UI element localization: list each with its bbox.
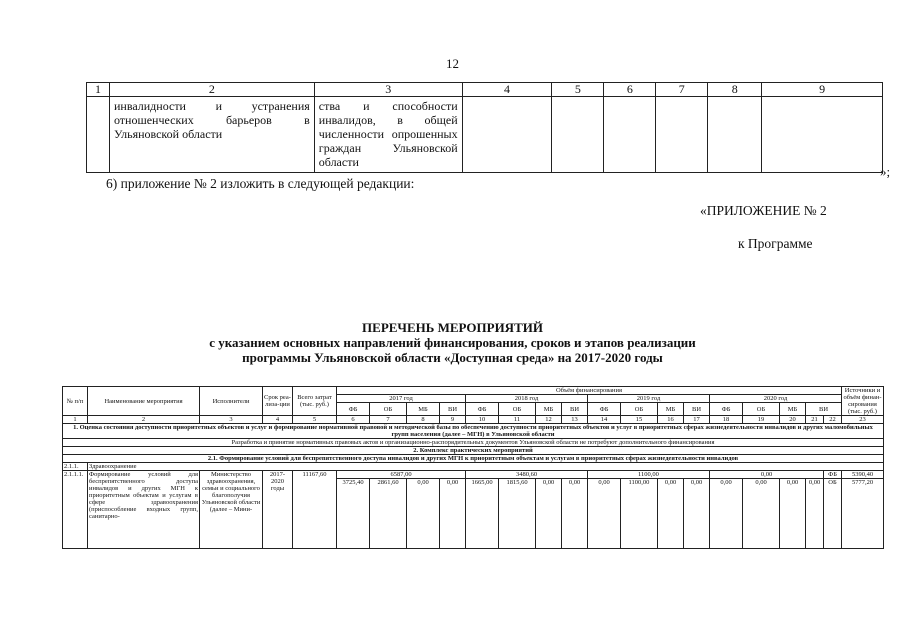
sub-vi: ВИ [562,403,588,416]
total-2018: 3480,60 [466,471,588,479]
col-number: 18 [710,416,743,424]
sub-fb: ФБ [710,403,743,416]
source-ob: ОБ [824,479,842,549]
value-cell: 0,00 [440,479,466,549]
col-number: 3 [200,416,263,424]
col-number: 14 [588,416,621,424]
document-subtitle-2: программы Ульяновской области «Доступная среда» на 2017-2020 годы [242,350,663,365]
sub-mb: МБ [780,403,806,416]
measure-executor: Министерство здравоохранения, семьи и социального благополучия Ульяновской области (далее – Мини- [200,471,263,549]
col-number: 4 [462,83,552,97]
header-row-1 [63,387,884,395]
subsection-2-1-title: 2.1. Формирование условий для беспрепятственного доступа инвалидов и других МГН к приоритетным объектам и услугам в приоритетных сферах жизнедеятельности инвалидов [63,455,884,463]
amendment-text: 6) приложение № 2 изложить в следующей редакции: [106,176,415,191]
continuation-row [87,97,883,173]
appendix-label: «ПРИЛОЖЕНИЕ № 2 [700,203,827,218]
value-cell: 0,00 [780,479,806,549]
col-number: 8 [407,416,440,424]
col-number: 2 [88,416,200,424]
col-number: 12 [536,416,562,424]
sub-vi: ВИ [440,403,466,416]
col-number: 17 [684,416,710,424]
col-number: 7 [656,83,708,97]
sub-fb: ФБ [588,403,621,416]
col-number: 5 [293,416,337,424]
col-number: 16 [658,416,684,424]
section-1-note-row [63,439,884,447]
col-number: 9 [440,416,466,424]
value-cell: 1815,60 [499,479,536,549]
sub-vi: ВИ [806,403,842,416]
total-2017: 6587,00 [337,471,466,479]
section-2-row [63,447,884,455]
header-number: № п/п [63,387,88,416]
col-number: 11 [499,416,536,424]
document-subtitle: с указанием основных направлений финансирования, сроков и этапов реализации [209,335,696,350]
continuation-table [86,82,883,173]
section-1-note: Разработка и принятие нормативных правовых актов и организационно-распорядительных документов Ульяновской области не потребуют дополнительного финансирования [63,439,884,447]
section-1-title: 1. Оценка состояния доступности приоритетных объектов и услуг и формирование нормативной правовой и методической базы по обеспечению доступности приоритетных объектов и услуг в приоритетных сферах жизнедеятельности инвалидов и других маломобильных групп населения (далее – МГН) в Ульяновской области [63,424,884,439]
header-sources: Источники и объём финан-сирования (тыс. руб.) [843,387,882,415]
source-fb-value: 5390,40 [842,471,884,479]
sub-ob: ОБ [621,403,658,416]
document-title: ПЕРЕЧЕНЬ МЕРОПРИЯТИЙ [362,320,543,335]
col-number: 20 [780,416,806,424]
subsection-2-1-1-row [63,463,884,471]
col-number: 23 [842,416,884,424]
header-executors: Исполнители [200,387,263,416]
sub-fb: ФБ [337,403,370,416]
col-number: 8 [708,83,762,97]
total-2020: 0,00 [710,471,824,479]
sub-mb: МБ [658,403,684,416]
year-2020: 2020 год [710,395,842,403]
col-number: 21 [806,416,824,424]
measure-row [63,471,884,479]
year-2017: 2017 год [337,395,466,403]
sub-vi: ВИ [684,403,710,416]
subsection-2-1-row [63,455,884,463]
value-cell: 0,00 [743,479,780,549]
col-number: 6 [337,416,370,424]
col-number: 2 [109,83,314,97]
col-number: 1 [87,83,110,97]
appendix-sub: к Программе [738,236,813,251]
sub-ob: ОБ [370,403,407,416]
measure-term: 2017-2020 годы [263,471,293,549]
sub-mb: МБ [407,403,440,416]
col-number: 9 [762,83,883,97]
header-total: Всего затрат (тыс. руб.) [293,387,337,416]
value-cell: 0,00 [684,479,710,549]
col-number: 19 [743,416,780,424]
col-number: 15 [621,416,658,424]
col-number: 13 [562,416,588,424]
value-cell: 3725,40 [337,479,370,549]
value-cell: 0,00 [806,479,824,549]
indicator-text: инвалидности и устранения отношенческих барьеров в Ульяновской области [109,97,314,173]
year-2019: 2019 год [588,395,710,403]
section-2-title: 2. Комплекс практических мероприятий [63,447,884,455]
continuation-header-row [87,83,883,97]
source-ob-value: 5777,20 [842,479,884,549]
column-numbers-row [63,416,884,424]
col-number: 5 [552,83,604,97]
subsection-2-1-1-title: Здравоохранение [88,463,884,471]
measures-table [62,386,884,549]
col-number: 10 [466,416,499,424]
value-cell: 0,00 [407,479,440,549]
col-number: 3 [314,83,462,97]
page-number: 12 [446,56,459,71]
value-cell: 0,00 [658,479,684,549]
value-cell: 0,00 [588,479,621,549]
item-number: 2.1.1. [63,463,88,471]
sub-fb: ФБ [466,403,499,416]
value-cell: 1100,00 [621,479,658,549]
section-1-row [63,424,884,439]
total-2019: 1100,00 [588,471,710,479]
value-cell: 0,00 [710,479,743,549]
col-number: 6 [604,83,656,97]
col-number: 4 [263,416,293,424]
value-cell: 2861,60 [370,479,407,549]
measure-total: 11167,60 [293,471,337,549]
value-cell: 1665,00 [466,479,499,549]
header-term: Срок реа-лиза-ции [263,387,293,416]
col-number: 22 [824,416,842,424]
header-volume: Объём финансирования [337,387,842,395]
sub-ob: ОБ [499,403,536,416]
value-cell: 0,00 [562,479,588,549]
source-fb: ФБ [824,471,842,479]
year-2018: 2018 год [466,395,588,403]
measure-name: Формирование условий для беспрепятственного доступа инвалидов и других МГН к приоритетным объектам и услугам в сфере здравоохранения (приспособление входных групп, санитарно- [88,471,200,549]
item-number: 2.1.1.1. [63,471,88,549]
sub-mb: МБ [536,403,562,416]
closing-quote: »; [880,164,891,179]
col-number: 7 [370,416,407,424]
value-cell: 0,00 [536,479,562,549]
header-name: Наименование мероприятия [88,387,200,416]
sub-ob: ОБ [743,403,780,416]
col-number: 1 [63,416,88,424]
indicator-definition: ства и способности инвалидов, в общей численности опрошенных граждан Ульяновской области [314,97,462,173]
